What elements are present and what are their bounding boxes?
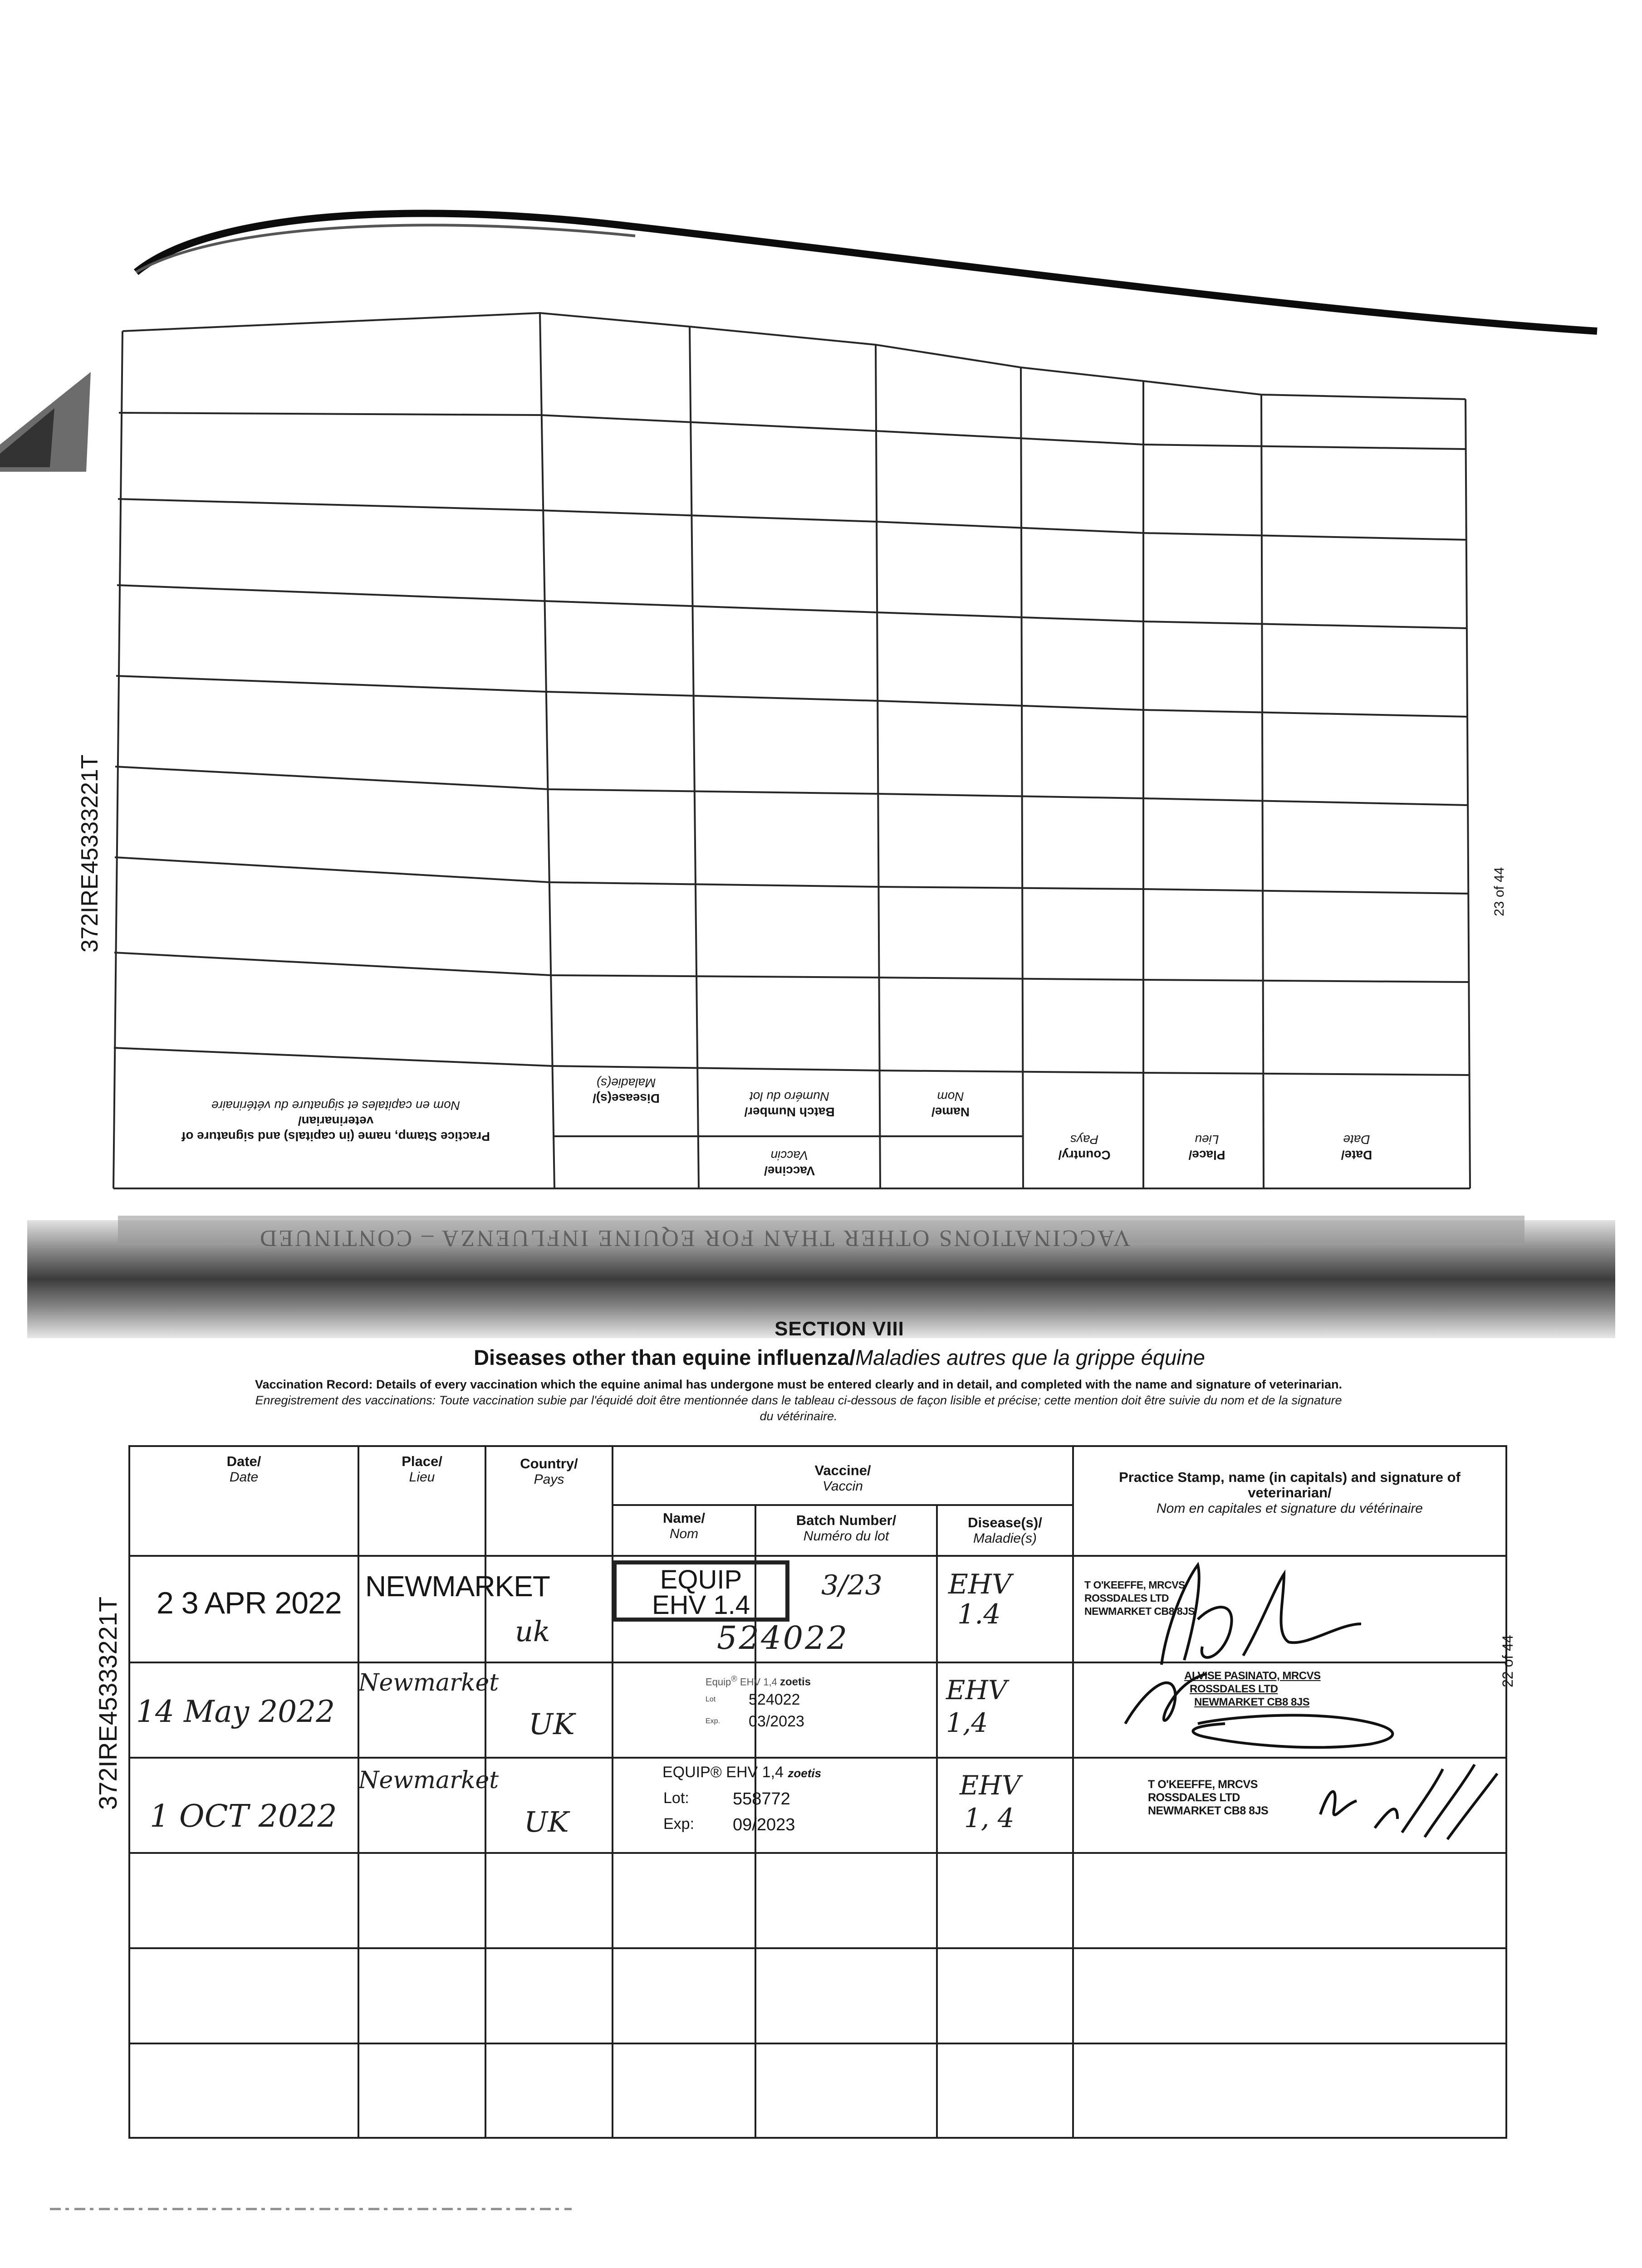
intro-fr-2: du vétérinaire. bbox=[760, 1409, 838, 1423]
row3-country: UK bbox=[524, 1805, 569, 1838]
upper-header-place: Place/ Lieu bbox=[1188, 1133, 1225, 1162]
row3-label-exp: 09/2023 bbox=[733, 1815, 795, 1834]
row3-diseases: EHV 1, 4 bbox=[960, 1770, 1021, 1833]
row1-batch-number: 524022 bbox=[717, 1619, 849, 1657]
row2-date: 14 May 2022 bbox=[136, 1694, 335, 1729]
row2-label-lot: 524022 bbox=[749, 1691, 800, 1708]
row1-date: 2 3 APR 2022 bbox=[157, 1586, 342, 1620]
row1-place: NEWMARKET bbox=[365, 1570, 550, 1603]
upper-header-vaccine: Vaccine/ Vaccin bbox=[764, 1149, 815, 1178]
row3-label-exp-label: Exp: bbox=[663, 1815, 695, 1833]
row3-place: Newmarket bbox=[358, 1767, 499, 1794]
header-place: Place/ Lieu bbox=[402, 1453, 442, 1485]
row2-diseases: EHV 1,4 bbox=[946, 1675, 1007, 1738]
row2-vet-stamp: ALVISE PASINATO, MRCVS ROSSDALES LTD NEWMARKET CB8 8JS bbox=[1184, 1670, 1321, 1708]
row2-country: UK bbox=[529, 1708, 575, 1741]
row3-vet-stamp: T O'KEEFFE, MRCVS ROSSDALES LTD NEWMARKET CB8 8JS bbox=[1148, 1778, 1269, 1817]
header-diseases: Disease(s)/ Maladie(s) bbox=[968, 1515, 1042, 1546]
row3-vet-signature bbox=[1311, 1760, 1502, 1846]
header-batch-number: Batch Number/ Numéro du lot bbox=[796, 1512, 897, 1544]
upper-header-diseases: Disease(s)/ Maladie(s) bbox=[593, 1076, 660, 1105]
header-country: Country/ Pays bbox=[520, 1456, 578, 1487]
intro-en: Vaccination Record: Details of every vaccination which the equine animal has undergone must be entered clearly and in detail, and completed with the name and signature of veterinarian. bbox=[255, 1378, 1343, 1391]
row2-place: Newmarket bbox=[358, 1669, 499, 1696]
row2-label-exp: 03/2023 bbox=[749, 1713, 804, 1730]
upper-header-country: Country/ Pays bbox=[1058, 1133, 1111, 1162]
header-vaccine: Vaccine/ Vaccin bbox=[814, 1462, 871, 1494]
upper-bleed-text: VACCINATIONS OTHER THAN FOR EQUINE INFLUENZA – CONTINUED bbox=[258, 1225, 1131, 1251]
intro-fr-1: Enregistrement des vaccinations: Toute vaccination subie par l'équidé doit être mentionnée dans le tableau ci-dessous de façon lisible et précise; cette mention doit être suivie du nom et de la signature bbox=[255, 1393, 1342, 1407]
header-practice-stamp: Practice Stamp, name (in capitals) and signature of veterinarian/ Nom en capitales et signature du vétérinaire bbox=[1119, 1469, 1461, 1516]
subtitle-en: Diseases other than equine influenza/ bbox=[474, 1345, 856, 1369]
upper-header-batch: Batch Number/ Numéro du lot bbox=[744, 1090, 835, 1119]
row2-label-lot-label: Lot bbox=[706, 1696, 716, 1703]
row1-vaccine-name-stamp: EQUIP EHV 1.4 bbox=[613, 1560, 789, 1622]
row3-label-product: EQUIP® EHV 1,4 zoetis bbox=[662, 1764, 822, 1781]
lower-passport-id: 372IRE45333221T bbox=[93, 1596, 122, 1810]
row2-label-brand: Equip® EHV 1,4 zoetis bbox=[706, 1674, 811, 1688]
upper-header-name: Name/ Nom bbox=[931, 1090, 970, 1119]
header-vaccine-name: Name/ Nom bbox=[662, 1510, 706, 1541]
row1-country: uk bbox=[515, 1615, 550, 1648]
row3-label-lot: 558772 bbox=[733, 1789, 790, 1809]
header-date: Date/ Date bbox=[226, 1453, 261, 1485]
row3-label-lot-label: Lot: bbox=[663, 1789, 689, 1807]
upper-page-number: 23 of 44 bbox=[1492, 867, 1507, 916]
row1-vet-stamp: T O'KEEFFE, MRCVS ROSSDALES LTD NEWMARKET CB8 8JS bbox=[1084, 1579, 1195, 1617]
upper-header-practice: Practice Stamp, name (in capitals) and signature of veterinarian/ Nom en capitales et signature du vétérinaire bbox=[181, 1099, 490, 1144]
row3-date: 1 OCT 2022 bbox=[150, 1799, 337, 1834]
subtitle-fr: Maladies autres que la grippe équine bbox=[855, 1345, 1205, 1369]
row1-batch-expiry: 3/23 bbox=[821, 1569, 882, 1601]
upper-passport-id: 372IRE45333221T bbox=[77, 754, 103, 953]
row2-label-exp-label: Exp. bbox=[706, 1717, 721, 1725]
upper-header-date: Date/ Date bbox=[1341, 1133, 1372, 1162]
row1-diseases: EHV 1.4 bbox=[948, 1569, 1012, 1630]
section-title: SECTION VIII bbox=[774, 1318, 904, 1340]
lower-page-number: 22 of 44 bbox=[1500, 1635, 1516, 1687]
